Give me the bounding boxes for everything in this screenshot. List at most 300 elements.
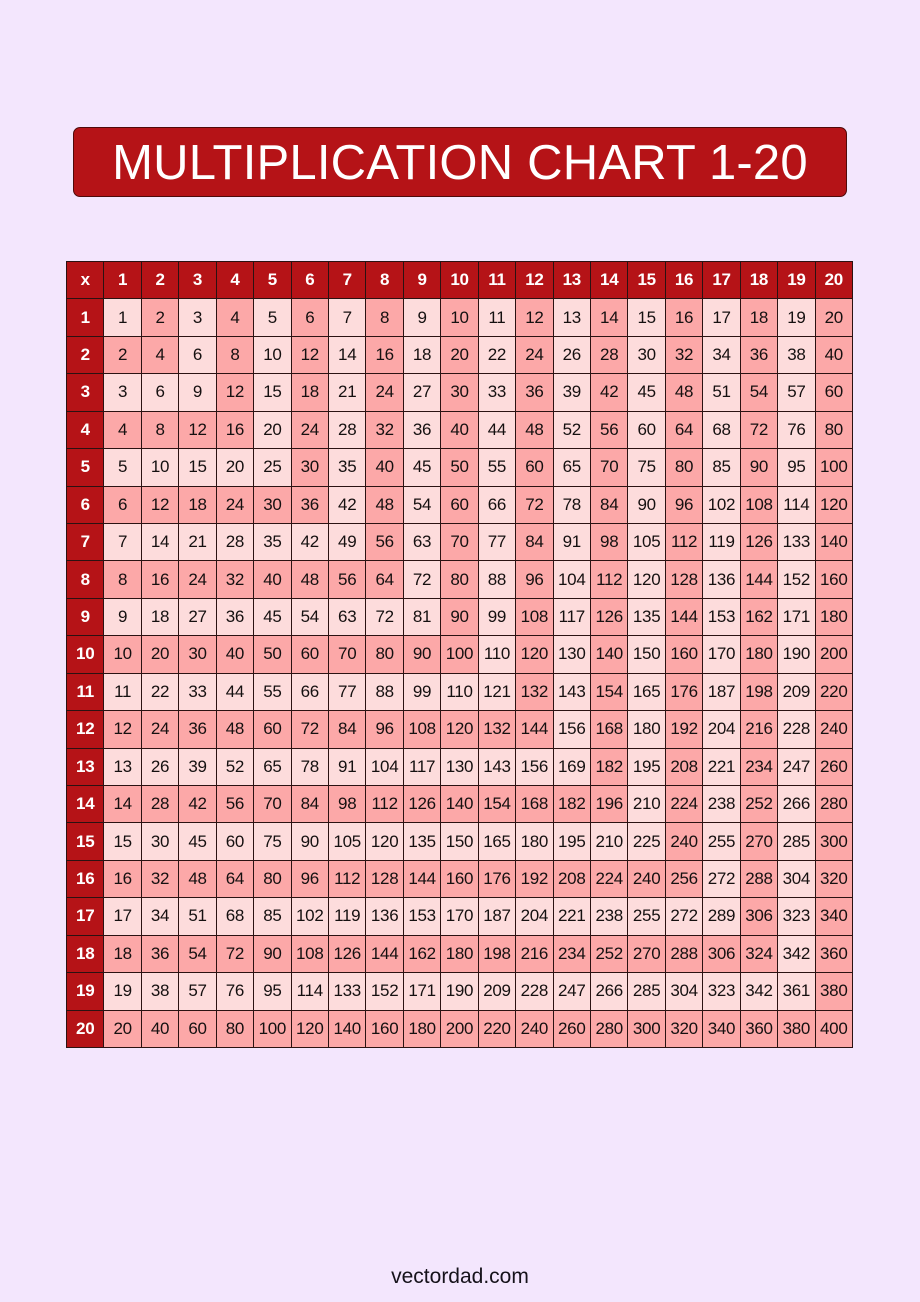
- table-cell: 64: [666, 412, 702, 448]
- table-cell: 120: [628, 561, 664, 597]
- table-cell: 198: [479, 936, 515, 972]
- table-cell: 40: [366, 449, 402, 485]
- table-cell: 8: [217, 337, 253, 373]
- table-cell: 20: [816, 299, 852, 335]
- table-cell: 280: [816, 786, 852, 822]
- table-cell: 54: [292, 599, 328, 635]
- table-cell: 108: [292, 936, 328, 972]
- table-cell: 240: [666, 823, 702, 859]
- table-cell: 195: [554, 823, 590, 859]
- table-cell: 1: [104, 299, 140, 335]
- table-cell: 84: [292, 786, 328, 822]
- table-cell: 117: [404, 749, 440, 785]
- table-cell: 90: [254, 936, 290, 972]
- column-header: 4: [217, 262, 253, 298]
- table-cell: 126: [591, 599, 627, 635]
- table-cell: 323: [778, 898, 814, 934]
- table-cell: 224: [666, 786, 702, 822]
- table-cell: 156: [516, 749, 552, 785]
- table-cell: 90: [292, 823, 328, 859]
- table-cell: 120: [366, 823, 402, 859]
- table-cell: 75: [254, 823, 290, 859]
- table-cell: 64: [217, 861, 253, 897]
- table-cell: 204: [516, 898, 552, 934]
- table-cell: 24: [179, 561, 215, 597]
- table-cell: 220: [479, 1011, 515, 1047]
- table-cell: 68: [703, 412, 739, 448]
- table-cell: 266: [778, 786, 814, 822]
- table-cell: 48: [666, 374, 702, 410]
- table-cell: 36: [217, 599, 253, 635]
- table-cell: 247: [554, 973, 590, 1009]
- table-cell: 192: [516, 861, 552, 897]
- table-cell: 288: [666, 936, 702, 972]
- table-cell: 361: [778, 973, 814, 1009]
- table-cell: 2: [142, 299, 178, 335]
- table-cell: 35: [254, 524, 290, 560]
- table-cell: 176: [479, 861, 515, 897]
- table-cell: 228: [778, 711, 814, 747]
- table-cell: 70: [254, 786, 290, 822]
- table-cell: 33: [179, 674, 215, 710]
- table-cell: 77: [329, 674, 365, 710]
- table-cell: 30: [254, 487, 290, 523]
- table-cell: 19: [778, 299, 814, 335]
- table-cell: 400: [816, 1011, 852, 1047]
- table-cell: 99: [404, 674, 440, 710]
- column-header: 2: [142, 262, 178, 298]
- table-cell: 228: [516, 973, 552, 1009]
- table-cell: 135: [628, 599, 664, 635]
- page-title: MULTIPLICATION CHART 1-20: [112, 135, 808, 190]
- table-cell: 20: [104, 1011, 140, 1047]
- table-cell: 9: [404, 299, 440, 335]
- table-cell: 18: [741, 299, 777, 335]
- table-cell: 266: [591, 973, 627, 1009]
- table-cell: 64: [366, 561, 402, 597]
- row-header: 10: [67, 636, 103, 672]
- table-cell: 77: [479, 524, 515, 560]
- table-cell: 60: [628, 412, 664, 448]
- table-cell: 5: [254, 299, 290, 335]
- table-cell: 180: [816, 599, 852, 635]
- table-cell: 154: [479, 786, 515, 822]
- table-cell: 96: [516, 561, 552, 597]
- table-cell: 55: [254, 674, 290, 710]
- column-header: 19: [778, 262, 814, 298]
- table-cell: 51: [703, 374, 739, 410]
- table-cell: 16: [366, 337, 402, 373]
- table-cell: 140: [816, 524, 852, 560]
- table-cell: 114: [778, 487, 814, 523]
- table-cell: 65: [254, 749, 290, 785]
- column-header: 5: [254, 262, 290, 298]
- table-cell: 6: [292, 299, 328, 335]
- table-cell: 126: [404, 786, 440, 822]
- table-cell: 72: [741, 412, 777, 448]
- column-header: 8: [366, 262, 402, 298]
- table-cell: 39: [554, 374, 590, 410]
- table-cell: 22: [479, 337, 515, 373]
- table-cell: 143: [554, 674, 590, 710]
- table-cell: 12: [516, 299, 552, 335]
- table-cell: 165: [628, 674, 664, 710]
- table-cell: 120: [516, 636, 552, 672]
- table-cell: 208: [666, 749, 702, 785]
- table-cell: 48: [292, 561, 328, 597]
- table-cell: 6: [179, 337, 215, 373]
- table-cell: 40: [254, 561, 290, 597]
- table-cell: 340: [816, 898, 852, 934]
- table-cell: 20: [217, 449, 253, 485]
- table-cell: 26: [554, 337, 590, 373]
- table-cell: 84: [516, 524, 552, 560]
- row-header: 14: [67, 786, 103, 822]
- table-cell: 270: [628, 936, 664, 972]
- table-cell: 6: [142, 374, 178, 410]
- row-header: 6: [67, 487, 103, 523]
- table-cell: 21: [329, 374, 365, 410]
- table-cell: 110: [479, 636, 515, 672]
- table-cell: 50: [441, 449, 477, 485]
- table-cell: 198: [741, 674, 777, 710]
- table-cell: 112: [329, 861, 365, 897]
- table-cell: 80: [441, 561, 477, 597]
- table-cell: 4: [217, 299, 253, 335]
- table-cell: 154: [591, 674, 627, 710]
- table-cell: 285: [628, 973, 664, 1009]
- table-cell: 36: [404, 412, 440, 448]
- table-cell: 70: [441, 524, 477, 560]
- table-cell: 280: [591, 1011, 627, 1047]
- table-cell: 12: [142, 487, 178, 523]
- column-header: 14: [591, 262, 627, 298]
- table-cell: 104: [366, 749, 402, 785]
- table-cell: 9: [179, 374, 215, 410]
- table-cell: 6: [104, 487, 140, 523]
- table-cell: 24: [366, 374, 402, 410]
- table-cell: 240: [628, 861, 664, 897]
- column-header: 13: [554, 262, 590, 298]
- table-cell: 320: [666, 1011, 702, 1047]
- table-cell: 95: [778, 449, 814, 485]
- table-cell: 168: [516, 786, 552, 822]
- table-cell: 119: [703, 524, 739, 560]
- table-cell: 44: [217, 674, 253, 710]
- table-cell: 76: [217, 973, 253, 1009]
- table-cell: 65: [554, 449, 590, 485]
- table-cell: 36: [142, 936, 178, 972]
- table-cell: 45: [179, 823, 215, 859]
- table-cell: 38: [142, 973, 178, 1009]
- table-cell: 260: [816, 749, 852, 785]
- table-cell: 14: [591, 299, 627, 335]
- table-cell: 68: [217, 898, 253, 934]
- table-cell: 238: [703, 786, 739, 822]
- table-cell: 27: [404, 374, 440, 410]
- table-cell: 285: [778, 823, 814, 859]
- table-cell: 119: [329, 898, 365, 934]
- table-cell: 85: [703, 449, 739, 485]
- table-cell: 234: [554, 936, 590, 972]
- footer-watermark: vectordad.com: [391, 1265, 529, 1288]
- row-header: 9: [67, 599, 103, 635]
- table-cell: 144: [516, 711, 552, 747]
- table-cell: 32: [217, 561, 253, 597]
- table-cell: 28: [591, 337, 627, 373]
- multiplication-table: [66, 261, 853, 1048]
- table-cell: 18: [179, 487, 215, 523]
- table-cell: 10: [142, 449, 178, 485]
- table-cell: 14: [104, 786, 140, 822]
- table-cell: 98: [329, 786, 365, 822]
- table-cell: 22: [142, 674, 178, 710]
- table-cell: 54: [741, 374, 777, 410]
- table-cell: 144: [404, 861, 440, 897]
- table-cell: 80: [816, 412, 852, 448]
- table-cell: 78: [292, 749, 328, 785]
- table-cell: 342: [778, 936, 814, 972]
- table-cell: 165: [479, 823, 515, 859]
- table-cell: 88: [479, 561, 515, 597]
- table-cell: 63: [329, 599, 365, 635]
- column-header: 11: [479, 262, 515, 298]
- table-cell: 126: [741, 524, 777, 560]
- table-cell: 15: [628, 299, 664, 335]
- table-cell: 140: [441, 786, 477, 822]
- table-cell: 210: [628, 786, 664, 822]
- table-cell: 252: [741, 786, 777, 822]
- table-cell: 57: [179, 973, 215, 1009]
- table-cell: 114: [292, 973, 328, 1009]
- table-cell: 10: [254, 337, 290, 373]
- table-cell: 28: [329, 412, 365, 448]
- table-cell: 16: [217, 412, 253, 448]
- table-cell: 252: [591, 936, 627, 972]
- corner-label: x: [67, 262, 103, 298]
- table-cell: 24: [142, 711, 178, 747]
- table-cell: 24: [292, 412, 328, 448]
- table-cell: 132: [479, 711, 515, 747]
- table-cell: 30: [628, 337, 664, 373]
- table-cell: 160: [441, 861, 477, 897]
- table-cell: 90: [404, 636, 440, 672]
- table-cell: 44: [479, 412, 515, 448]
- table-cell: 190: [778, 636, 814, 672]
- table-cell: 32: [142, 861, 178, 897]
- table-cell: 28: [217, 524, 253, 560]
- table-cell: 60: [292, 636, 328, 672]
- table-cell: 56: [366, 524, 402, 560]
- table-cell: 136: [366, 898, 402, 934]
- table-cell: 162: [741, 599, 777, 635]
- table-cell: 288: [741, 861, 777, 897]
- table-cell: 21: [179, 524, 215, 560]
- table-cell: 12: [179, 412, 215, 448]
- table-cell: 209: [479, 973, 515, 1009]
- table-cell: 108: [404, 711, 440, 747]
- table-cell: 100: [816, 449, 852, 485]
- table-cell: 56: [217, 786, 253, 822]
- table-cell: 40: [217, 636, 253, 672]
- table-cell: 30: [441, 374, 477, 410]
- table-cell: 380: [778, 1011, 814, 1047]
- table-cell: 81: [404, 599, 440, 635]
- table-cell: 42: [292, 524, 328, 560]
- table-cell: 380: [816, 973, 852, 1009]
- table-cell: 12: [292, 337, 328, 373]
- table-cell: 16: [104, 861, 140, 897]
- table-cell: 135: [404, 823, 440, 859]
- table-cell: 45: [254, 599, 290, 635]
- table-cell: 304: [666, 973, 702, 1009]
- table-cell: 180: [741, 636, 777, 672]
- table-cell: 10: [104, 636, 140, 672]
- table-cell: 51: [179, 898, 215, 934]
- table-cell: 48: [366, 487, 402, 523]
- table-cell: 117: [554, 599, 590, 635]
- table-cell: 40: [142, 1011, 178, 1047]
- table-cell: 34: [703, 337, 739, 373]
- row-header: 17: [67, 898, 103, 934]
- table-cell: 133: [329, 973, 365, 1009]
- table-cell: 12: [104, 711, 140, 747]
- table-cell: 121: [479, 674, 515, 710]
- table-cell: 208: [554, 861, 590, 897]
- table-cell: 306: [703, 936, 739, 972]
- table-cell: 306: [741, 898, 777, 934]
- table-cell: 176: [666, 674, 702, 710]
- row-header: 19: [67, 973, 103, 1009]
- table-cell: 8: [104, 561, 140, 597]
- row-header: 3: [67, 374, 103, 410]
- table-cell: 180: [516, 823, 552, 859]
- table-cell: 84: [591, 487, 627, 523]
- table-cell: 247: [778, 749, 814, 785]
- table-cell: 110: [441, 674, 477, 710]
- table-cell: 14: [329, 337, 365, 373]
- table-cell: 13: [554, 299, 590, 335]
- table-cell: 28: [142, 786, 178, 822]
- table-cell: 225: [628, 823, 664, 859]
- table-cell: 32: [666, 337, 702, 373]
- table-cell: 16: [666, 299, 702, 335]
- table-cell: 39: [179, 749, 215, 785]
- table-cell: 120: [292, 1011, 328, 1047]
- table-cell: 300: [816, 823, 852, 859]
- table-cell: 50: [254, 636, 290, 672]
- table-cell: 160: [816, 561, 852, 597]
- table-cell: 144: [666, 599, 702, 635]
- row-header: 12: [67, 711, 103, 747]
- table-cell: 90: [628, 487, 664, 523]
- table-cell: 2: [104, 337, 140, 373]
- table-cell: 153: [404, 898, 440, 934]
- table-cell: 221: [554, 898, 590, 934]
- table-cell: 224: [591, 861, 627, 897]
- table-cell: 91: [329, 749, 365, 785]
- table-cell: 11: [104, 674, 140, 710]
- table-cell: 60: [217, 823, 253, 859]
- table-cell: 18: [292, 374, 328, 410]
- table-cell: 130: [441, 749, 477, 785]
- table-cell: 60: [816, 374, 852, 410]
- table-cell: 19: [104, 973, 140, 1009]
- column-header: 16: [666, 262, 702, 298]
- table-cell: 270: [741, 823, 777, 859]
- table-cell: 5: [104, 449, 140, 485]
- table-cell: 324: [741, 936, 777, 972]
- column-header: 17: [703, 262, 739, 298]
- table-cell: 24: [217, 487, 253, 523]
- table-cell: 182: [554, 786, 590, 822]
- table-cell: 132: [516, 674, 552, 710]
- table-cell: 108: [741, 487, 777, 523]
- table-cell: 55: [479, 449, 515, 485]
- table-cell: 255: [703, 823, 739, 859]
- row-header: 4: [67, 412, 103, 448]
- table-cell: 7: [104, 524, 140, 560]
- table-cell: 102: [292, 898, 328, 934]
- table-cell: 60: [441, 487, 477, 523]
- table-cell: 3: [104, 374, 140, 410]
- title-banner: [73, 127, 847, 197]
- table-cell: 195: [628, 749, 664, 785]
- table-cell: 72: [217, 936, 253, 972]
- table-cell: 78: [554, 487, 590, 523]
- table-cell: 153: [703, 599, 739, 635]
- table-cell: 90: [741, 449, 777, 485]
- table-cell: 72: [516, 487, 552, 523]
- table-cell: 187: [479, 898, 515, 934]
- row-header: 11: [67, 674, 103, 710]
- table-cell: 26: [142, 749, 178, 785]
- table-cell: 35: [329, 449, 365, 485]
- table-cell: 320: [816, 861, 852, 897]
- table-cell: 54: [404, 487, 440, 523]
- table-cell: 33: [479, 374, 515, 410]
- table-cell: 256: [666, 861, 702, 897]
- table-cell: 42: [329, 487, 365, 523]
- table-cell: 160: [666, 636, 702, 672]
- table-cell: 105: [628, 524, 664, 560]
- table-cell: 17: [703, 299, 739, 335]
- table-cell: 140: [591, 636, 627, 672]
- column-header: 20: [816, 262, 852, 298]
- table-cell: 360: [741, 1011, 777, 1047]
- table-cell: 18: [404, 337, 440, 373]
- table-cell: 170: [441, 898, 477, 934]
- table-cell: 128: [666, 561, 702, 597]
- table-cell: 48: [516, 412, 552, 448]
- table-cell: 90: [441, 599, 477, 635]
- table-cell: 20: [254, 412, 290, 448]
- table-cell: 8: [142, 412, 178, 448]
- table-cell: 171: [778, 599, 814, 635]
- table-cell: 140: [329, 1011, 365, 1047]
- column-header: 18: [741, 262, 777, 298]
- table-cell: 42: [591, 374, 627, 410]
- table-cell: 152: [778, 561, 814, 597]
- column-header: 6: [292, 262, 328, 298]
- table-cell: 15: [104, 823, 140, 859]
- table-cell: 126: [329, 936, 365, 972]
- table-cell: 143: [479, 749, 515, 785]
- row-header: 20: [67, 1011, 103, 1047]
- table-cell: 98: [591, 524, 627, 560]
- table-cell: 95: [254, 973, 290, 1009]
- table-cell: 272: [703, 861, 739, 897]
